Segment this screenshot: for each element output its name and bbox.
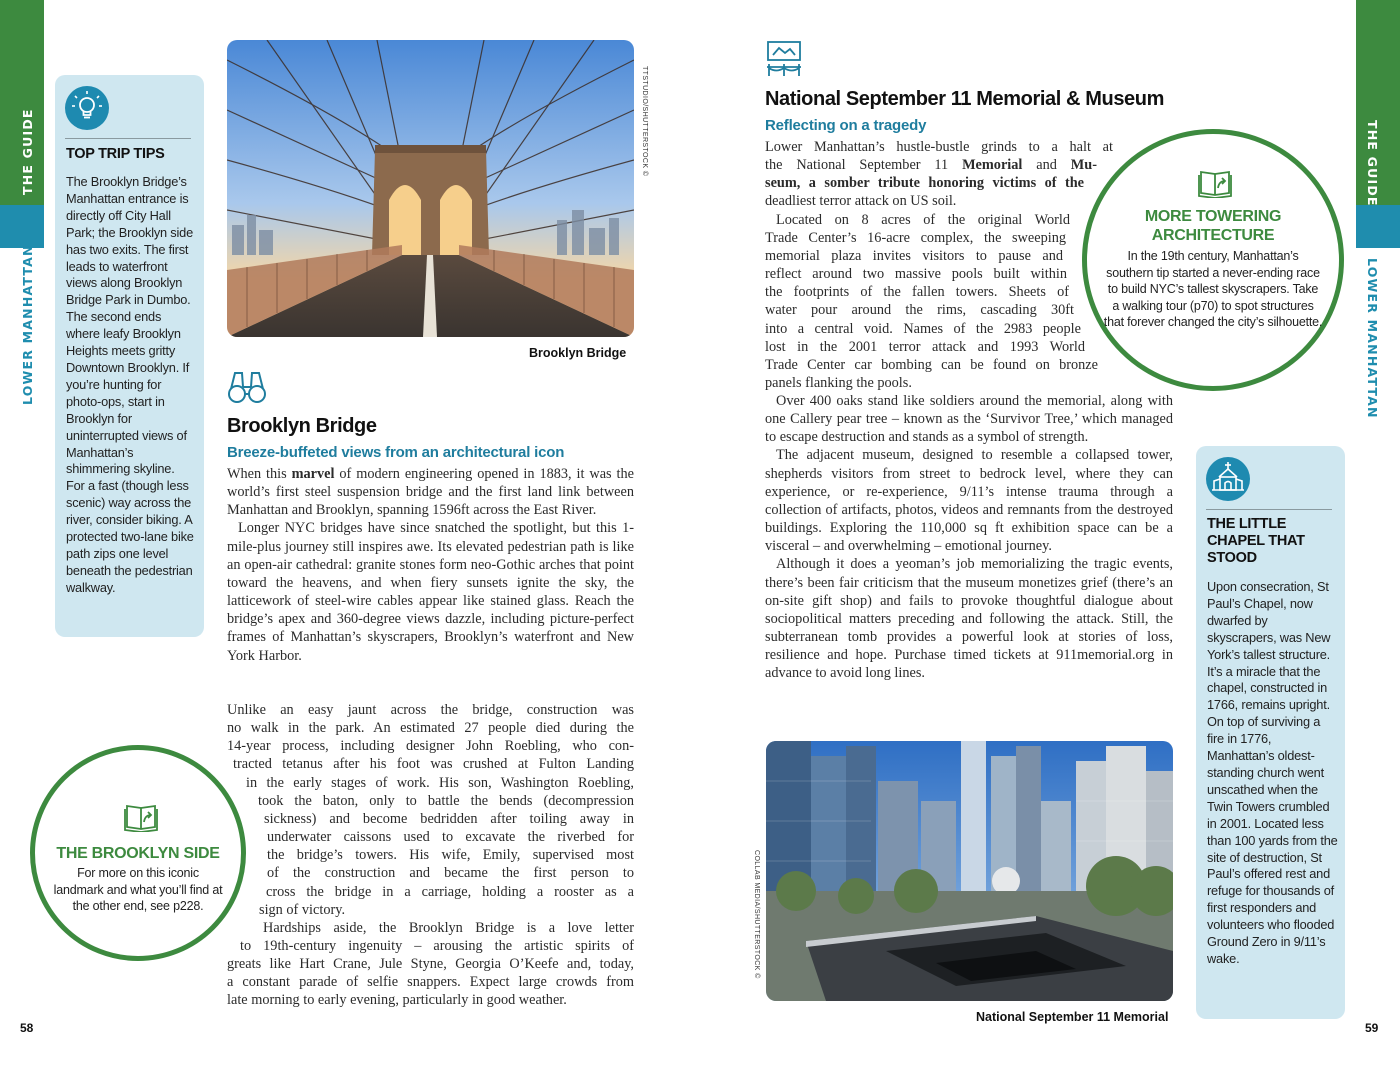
brooklyn-photo-caption: Brooklyn Bridge <box>529 346 627 360</box>
memorial-body-bottom <box>765 392 1173 683</box>
memorial-body-line: deadliest terror attack on US soil. <box>765 193 957 210</box>
lightbulb-icon <box>65 86 109 130</box>
memorial-body-line: memorial plaza invites visitors to pause and <box>765 247 1063 264</box>
memorial-photo <box>766 741 1173 1001</box>
memorial-photo-credit: COLLAB MEDIA/SHUTTERSTOCK © <box>753 850 760 979</box>
little-chapel-title-3: STOOD <box>1207 550 1257 566</box>
top-trip-tips-box <box>55 75 204 637</box>
brooklyn-body-line: tracted tetanus after his foot was crushed at Fulton Landing <box>233 756 634 773</box>
brooklyn-body-line: sickness) and become bedridden after toiling away in <box>264 810 634 827</box>
memorial-paragraph-4: The adjacent museum, designed to resemble a collapsed tower, shepherds visitors from street to bedrock level, where they can experience, or re-experience, 9/11’s intense trauma through a collection of artifacts, photos, videos and remnants from the destroyed buildings. Exploring the 110,000 sq ft exhibition space can be a visceral – and overwhelming – emotional journey. <box>765 447 1173 555</box>
brooklyn-body-line: took the baton, only to battle the bends (decompression <box>258 792 634 809</box>
brooklyn-bridge-subtitle: Breeze-buffeted views from an architectural icon <box>227 444 565 461</box>
brooklyn-body-line: of the construction and became the first person to <box>267 865 634 882</box>
right-section-label: LOWER MANHATTAN <box>1365 258 1380 419</box>
binoculars-icon <box>227 369 267 410</box>
left-section-tab-marker <box>0 205 44 248</box>
brooklyn-paragraph-1: When this marvel of modern engineering opened in 1883, it was the world’s first steel suspension bridge and the first land link between Manhattan and Brooklyn, spanning 1596ft across the East River. <box>227 466 634 519</box>
brooklyn-photo-credit: TTSTUDIO/SHUTTERSTOCK © <box>641 66 648 177</box>
brooklyn-body-line: Hardships aside, the Brooklyn Bridge is a love letter <box>263 919 634 936</box>
brooklyn-bridge-title: Brooklyn Bridge <box>227 415 377 437</box>
memorial-paragraph-5: Although it does a yeoman’s job memorializing the tragic events, there’s been fair criticism that the museum monetizes grief (there’s an on-site gift shop) and fails to provoke thoughtful dialogue about sociopolitical matters preceding and following the attack. Still, the subterranean tomb provides a powerful look at stories of loss, resilience and hope. Purchase timed tickets at 911memorial.org in advance to avoid long lines. <box>765 556 1173 682</box>
little-chapel-title-1: THE LITTLE <box>1207 516 1287 532</box>
brooklyn-body-line: underwater caissons used to excavate the riverbed for <box>267 829 634 846</box>
chapel-icon <box>1206 457 1250 501</box>
left-section-label: LOWER MANHATTAN <box>20 244 35 405</box>
brooklyn-body-line: 14-year process, including designer John Roebling, who con- <box>227 738 634 755</box>
memorial-title: National September 11 Memorial & Museum <box>765 88 1164 110</box>
sidebar-divider <box>1206 509 1332 510</box>
more-towering-callout <box>1082 129 1344 391</box>
memorial-body-line: the footprints of the fallen towers. Sheets of <box>765 284 1069 301</box>
memorial-subtitle: Reflecting on a tragedy <box>765 117 927 134</box>
little-chapel-box <box>1196 446 1345 1019</box>
memorial-body-line: panels flanking the pools. <box>765 374 912 391</box>
memorial-body-line: the National September 11 Memorial and Mu- <box>765 157 1097 174</box>
memorial-body-line: lost in the 2001 terror attack and 1993 World <box>765 338 1085 355</box>
brooklyn-body-line: the bridge’s towers. His wife, Emily, supervised most <box>267 847 634 864</box>
memorial-body-line: into a central void. Names of the 2983 people <box>765 320 1081 337</box>
memorial-body-line: Located on 8 acres of the original World <box>776 211 1070 228</box>
page-number-left: 58 <box>20 1021 34 1035</box>
book-arrow-icon <box>1198 168 1232 203</box>
memorial-body-line: water pour around the rims, cascading 30ft <box>765 302 1074 319</box>
more-towering-body: In the 19th century, Manhattan’s southern tip started a never-ending race to build NYC’s tallest skyscrapers. Take a walking tour (p70) to spot structures that forever changed the city’s silhouette. <box>1103 249 1323 330</box>
right-guide-label: THE GUIDE <box>1365 120 1380 207</box>
brooklyn-body-line: late morning to early evening, particularly in good weather. <box>227 992 567 1009</box>
little-chapel-body: Upon consecration, St Paul’s Chapel, now dwarfed by skyscrapers, was New York’s tallest structure. It’s a miracle that the chapel, constructed in 1766, remains upright. On top of surviving a fire in 1776, Manhattan’s oldest-standing church went unscathed when the Twin Towers crumbled in 2001. Located less than 100 yards from the site of destruction, St Paul’s offered rest and refuge for thousands of first responders and volunteers who flooded Ground Zero in 9/11’s wake. <box>1207 579 1338 966</box>
brooklyn-side-body: For more on this iconic landmark and what you’ll find at the other end, see p228. <box>53 866 223 914</box>
right-section-tab-marker <box>1356 205 1400 248</box>
brooklyn-body-line: in the early stages of work. His son, Washington Roebling, <box>246 774 634 791</box>
memorial-photo-caption: National September 11 Memorial <box>976 1010 1169 1024</box>
memorial-body-line: reflect around two massive pools built within <box>765 266 1067 283</box>
top-trip-tips-body: The Brooklyn Bridge’s Manhattan entrance is directly off City Hall Park; the Brooklyn side has two exits. The first leads to waterfront views along Brooklyn Bridge Park in Dumbo. The second ends where leafy Brooklyn Heights meets gritty Downtown Brooklyn. If you’re hunting for photo-ops, start in Brooklyn for uninterrupted views of Manhattan’s shimmering skyline. For a fast (though less scenic) way across the river, consider biking. A protected two-lane bike path zips one level beneath the pedestrian walkway. <box>66 174 194 595</box>
memorial-body-line: Lower Manhattan’s hustle-bustle grinds to a halt at <box>765 139 1113 155</box>
brooklyn-body-line: no walk in the park. An estimated 27 people died during the <box>227 720 634 737</box>
museum-icon <box>765 40 803 83</box>
brooklyn-bridge-body-top <box>227 465 634 665</box>
page-number-right: 59 <box>1365 1021 1379 1035</box>
brooklyn-paragraph-2: Longer NYC bridges have since snatched the spotlight, but this 1-mile-plus journey still inspires awe. Its elevated pedestrian path is like an open-air cathedral: granite stones form neo-Gothic arches that point toward the heavens, and when fiery sunsets ignite the sky, the latticework of steel-wire cables appear like stained glass. Reach the bridge’s apex and 360-degree views dazzle, including picture-perfect frames of Manhattan’s skyscrapers, Brooklyn’s waterfront and New York Harbor. <box>227 520 634 664</box>
more-towering-title-2: ARCHITECTURE <box>1151 227 1275 244</box>
memorial-body-line: Trade Center car bombing can be found on bronze <box>765 356 1098 373</box>
top-trip-tips-title: TOP TRIP TIPS <box>66 146 165 162</box>
brooklyn-side-title: THE BROOKLYN SIDE <box>56 845 220 862</box>
memorial-paragraph-3: Over 400 oaks stand like soldiers around the memorial, along with one Callery pear tree – known as the ‘Survivor Tree,’ which managed to escape destruction and stands as a symbol of strength. <box>765 393 1173 446</box>
brooklyn-body-line: cross the bridge in a carriage, holding a rooster as a <box>266 883 634 900</box>
brooklyn-bridge-photo <box>227 40 634 337</box>
brooklyn-side-callout <box>30 745 246 961</box>
more-towering-title-1: MORE TOWERING <box>1144 208 1282 225</box>
memorial-body-line: Trade Center’s 16-acre complex, the sweeping <box>765 229 1066 246</box>
left-guide-label: THE GUIDE <box>20 108 35 195</box>
brooklyn-body-line: a constant parade of selfie snappers. Expect large crowds from <box>227 974 634 991</box>
little-chapel-title-2: CHAPEL THAT <box>1207 533 1305 549</box>
brooklyn-body-line: to 19th-century ingenuity – arousing the artistic spirits of <box>240 937 634 954</box>
brooklyn-body-line: greats like Hart Crane, Jule Styne, Georgia O’Keefe and, today, <box>227 956 634 973</box>
brooklyn-body-line: Unlike an easy jaunt across the bridge, construction was <box>227 702 634 718</box>
sidebar-divider <box>65 138 191 139</box>
book-arrow-icon <box>124 802 158 837</box>
memorial-body-line: seum, a somber tribute honoring victims of the <box>765 175 1084 192</box>
brooklyn-body-line: sign of victory. <box>259 901 346 918</box>
